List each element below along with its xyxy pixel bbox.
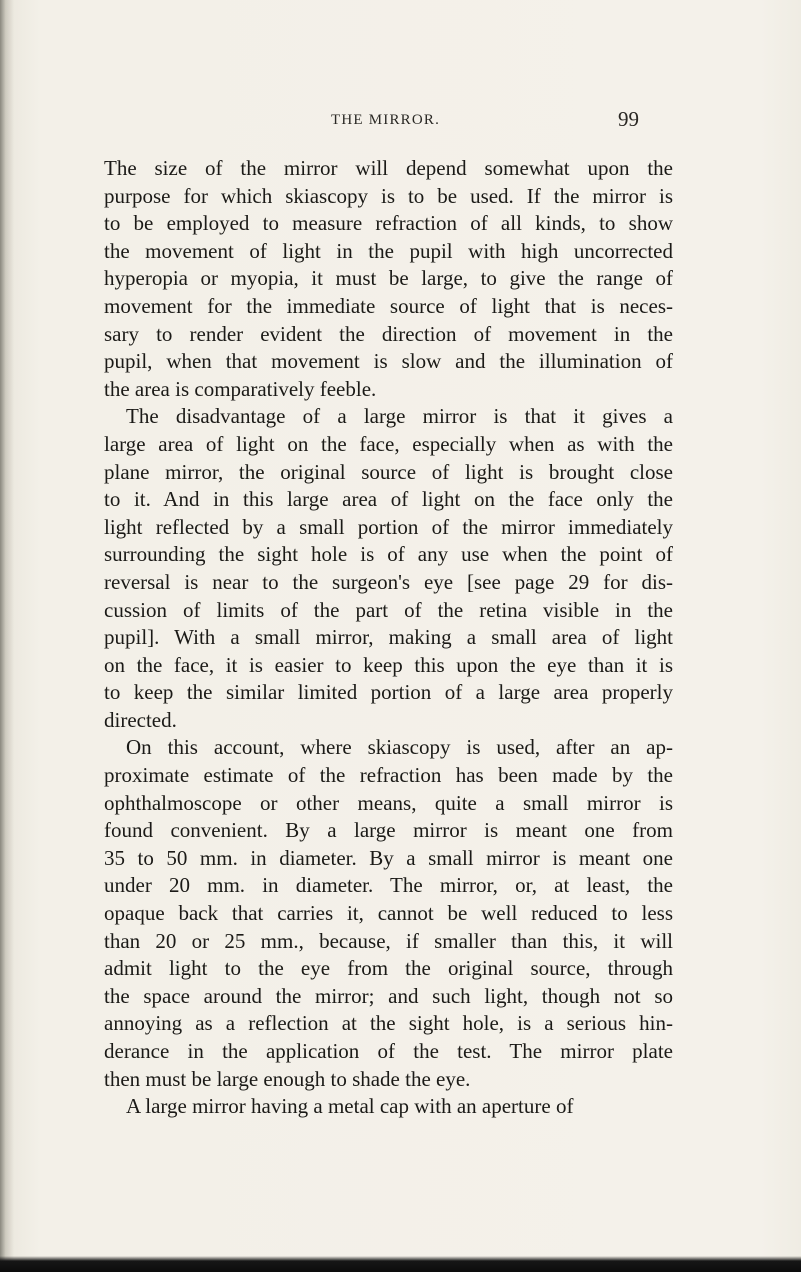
text-line: purpose for which skiascopy is to be used. If the mirror is: [104, 183, 673, 208]
text-line: on the face, it is easier to keep this upon the eye than it is: [104, 652, 673, 677]
text-line: On this account, where skiascopy is used, after an ap-: [126, 735, 673, 760]
text-line: plane mirror, the original source of light is brought close: [104, 459, 673, 484]
text-line: The size of the mirror will depend somewhat upon the: [104, 156, 673, 180]
body-text: [104, 155, 673, 1121]
text-line: hyperopia or myopia, it must be large, to give the range of: [104, 266, 673, 291]
running-head: THE MIRROR.: [331, 112, 441, 128]
text-line: directed.: [104, 707, 177, 732]
text-line: sary to render evident the direction of movement in the: [104, 321, 673, 346]
text-line: pupil]. With a small mirror, making a small area of light: [104, 625, 673, 650]
text-line: pupil, when that movement is slow and the illumination of: [104, 349, 673, 374]
text-line: movement for the immediate source of light that is neces-: [104, 293, 673, 318]
text-line: than 20 or 25 mm., because, if smaller than this, it will: [104, 928, 673, 953]
text-line: found convenient. By a large mirror is meant one from: [104, 818, 673, 843]
text-line: to be employed to measure refraction of all kinds, to show: [104, 211, 673, 236]
text-line: to it. And in this large area of light on the face only the: [104, 487, 673, 512]
text-line: admit light to the eye from the original source, through: [104, 956, 673, 981]
text-line: the space around the mirror; and such light, though not so: [104, 983, 673, 1008]
text-line: to keep the similar limited portion of a large area properly: [104, 680, 673, 705]
page-number: 99: [618, 107, 639, 131]
text-line: The disadvantage of a large mirror is that it gives a: [126, 404, 673, 429]
text-line: derance in the application of the test. The mirror plate: [104, 1039, 673, 1063]
text-line: proximate estimate of the refraction has been made by the: [104, 763, 673, 788]
text-line: the movement of light in the pupil with high uncorrected: [104, 238, 673, 263]
text-line: ophthalmoscope or other means, quite a small mirror is: [104, 790, 673, 815]
text-line: 35 to 50 mm. in diameter. By a small mirror is meant one: [104, 845, 673, 870]
text-line: the area is comparatively feeble.: [104, 376, 377, 401]
text-line: A large mirror having a metal cap with an aperture of: [126, 1094, 574, 1119]
text-line: surrounding the sight hole is of any use when the point of: [104, 542, 673, 567]
text-line: annoying as a reflection at the sight hole, is a serious hin-: [104, 1011, 673, 1036]
text-line: light reflected by a small portion of the mirror immediately: [104, 514, 673, 539]
text-line: under 20 mm. in diameter. The mirror, or, at least, the: [104, 873, 673, 898]
page-bottom-edge: [0, 1256, 801, 1272]
text-line: then must be large enough to shade the eye.: [104, 1066, 471, 1091]
spine-shadow: [0, 0, 14, 1272]
text-line: opaque back that carries it, cannot be well reduced to less: [104, 901, 673, 926]
text-line: large area of light on the face, especially when as with the: [104, 431, 673, 456]
text-line: reversal is near to the surgeon's eye [see page 29 for dis-: [104, 569, 673, 594]
text-line: cussion of limits of the part of the retina visible in the: [104, 597, 673, 622]
page-header: [0, 107, 801, 136]
